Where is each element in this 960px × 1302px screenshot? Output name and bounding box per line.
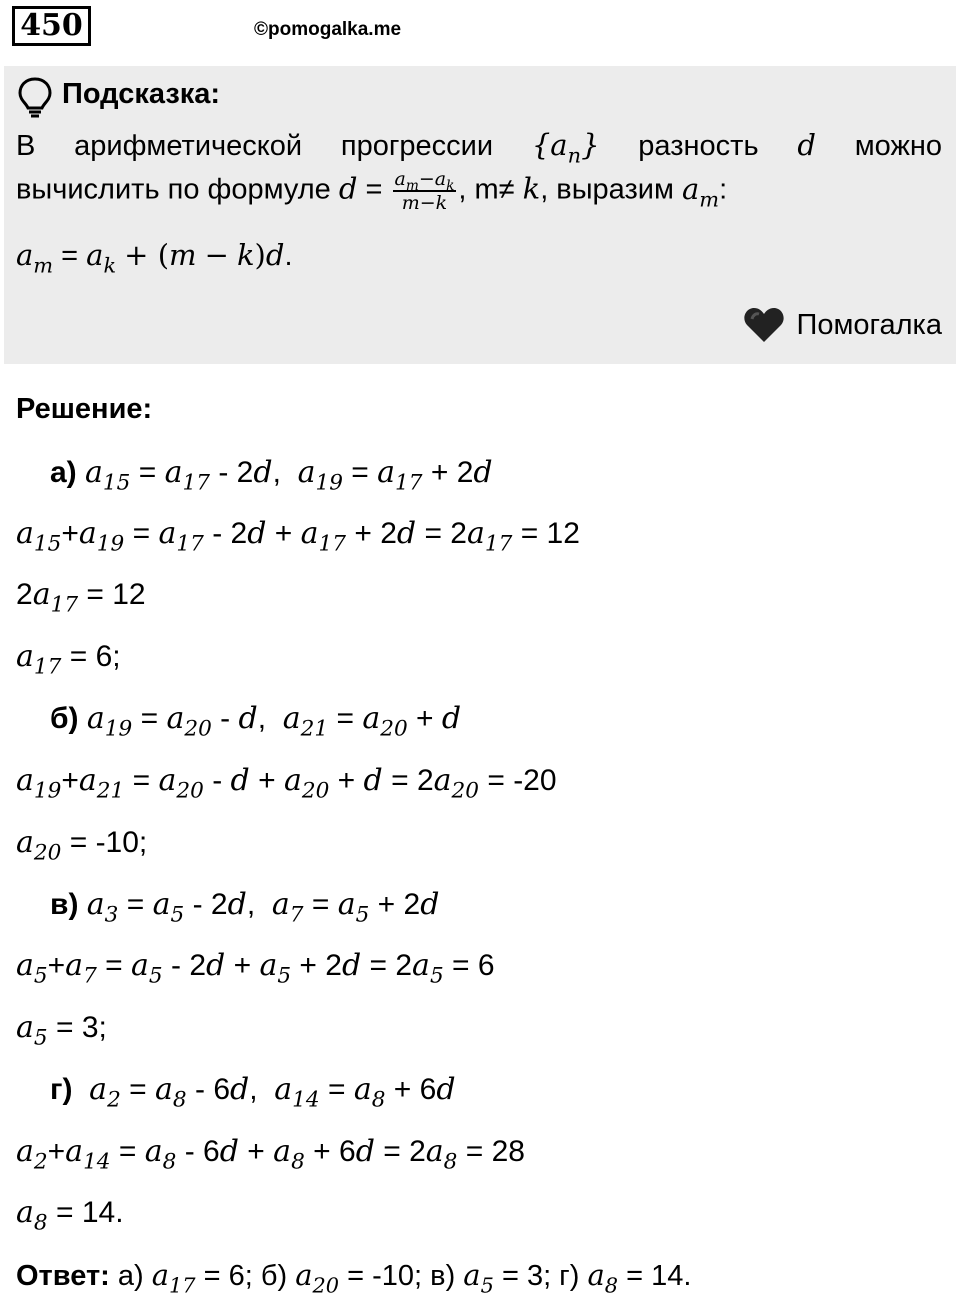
solution-title: Решение: xyxy=(16,393,153,425)
hint-formula: $a_m = a_k + (m - k)d$. xyxy=(16,238,293,278)
formula-fraction: $\frac{a_m-a_k}{m-k}$ xyxy=(394,168,455,214)
answer-line: Ответ: а) $a_{17} = 6$; б) $a_{20} = -10$; в) $a_5 = 3$; г) $a_8 = 14$. xyxy=(16,1258,692,1298)
solution-line: $a_8 = 14$. xyxy=(16,1195,124,1236)
watermark: ©pomogalka.me xyxy=(254,19,402,40)
solution-line: $a_{17} = 6$; xyxy=(16,639,121,680)
hint-box xyxy=(4,66,956,364)
hint-text-line1: В арифметической прогрессии $\{a_n\}$ разность d можно xyxy=(16,128,942,168)
hint-title: Подсказка: xyxy=(62,78,221,110)
task-number: 450 xyxy=(12,6,91,46)
solution-line: $2a_{17} = 12$ xyxy=(16,577,146,618)
brand: Помогалка xyxy=(743,306,942,344)
solution-line: $a_2+a_{14} = a_8 - 6d + a_8 + 6d = 2a_8 = 28$ xyxy=(16,1134,525,1175)
solution-line: $a_5 = 3$; xyxy=(16,1010,107,1051)
solution-line: а) $a_{15} = a_{17} - 2d$, $a_{19} = a_{17} + 2d$ xyxy=(50,455,493,496)
solution-line: $a_5+a_7 = a_5 - 2d + a_5 + 2d = 2a_5 = 6$ xyxy=(16,948,495,989)
solution-line: $a_{19}+a_{21} = a_{20} - d + a_{20} + d = 2a_{20} = -20$ xyxy=(16,763,557,804)
solution-line: б) $a_{19} = a_{20} - d$, $a_{21} = a_{20} + d$ xyxy=(50,701,462,742)
heart-icon xyxy=(743,306,785,344)
solution-line: в) $a_3 = a_5 - 2d$, $a_7 = a_5 + 2d$ xyxy=(50,887,440,928)
lightbulb-icon xyxy=(16,76,54,120)
solution-line: г) $a_2 = a_8 - 6d$, $a_{14} = a_8 + 6d$ xyxy=(50,1072,456,1113)
solution-line: $a_{20} = -10$; xyxy=(16,825,148,866)
solution-line: $a_{15}+a_{19} = a_{17} - 2d + a_{17} + 2d = 2a_{17} = 12$ xyxy=(16,516,580,557)
hint-text-line2: вычислить по формуле d = $\frac{a_m-a_k}{m-k}$ , m≠ k, выразим $a_m$: xyxy=(16,168,728,214)
